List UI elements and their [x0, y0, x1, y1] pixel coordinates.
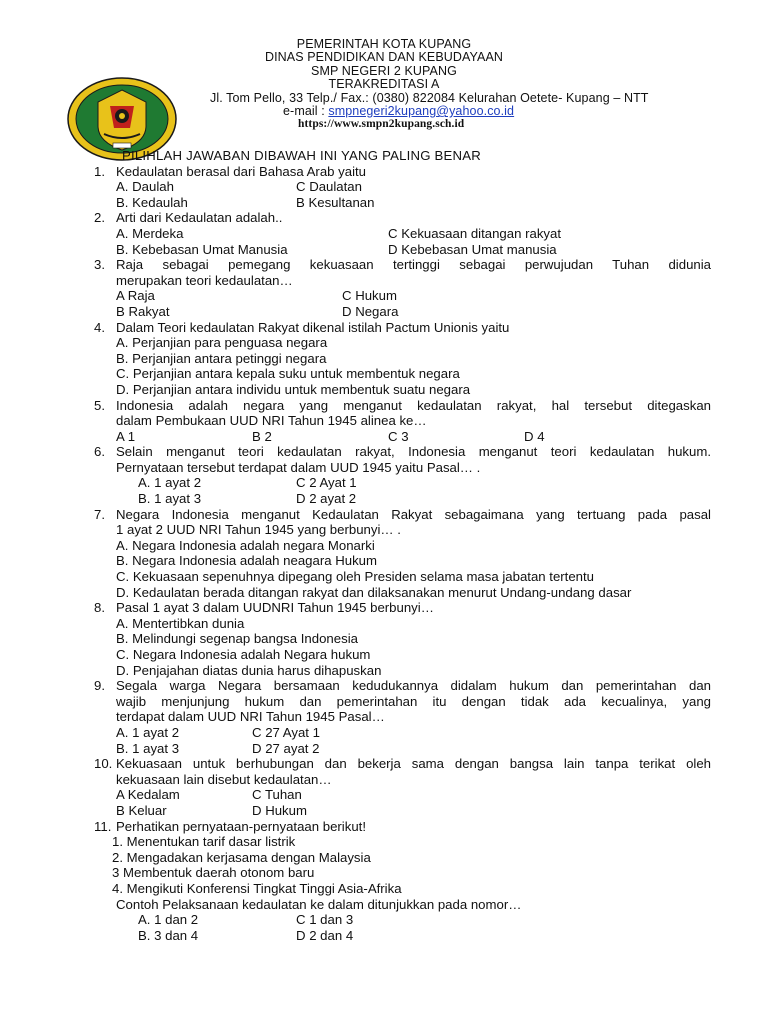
- answer-option[interactable]: D 27 ayat 2: [252, 740, 320, 756]
- answer-option[interactable]: B. Kebebasan Umat Manusia: [116, 241, 288, 257]
- answer-option[interactable]: B Keluar: [116, 802, 167, 818]
- answer-option[interactable]: C 2 Ayat 1: [296, 475, 357, 491]
- question-number: 8.: [94, 600, 105, 616]
- question-text-line: 1 ayat 2 UUD NRI Tahun 1945 yang berbunyi… .: [116, 522, 401, 538]
- answer-option[interactable]: C. Perjanjian antara kepala suku untuk membentuk negara: [116, 366, 460, 382]
- answer-option[interactable]: D Kebebasan Umat manusia: [388, 241, 557, 257]
- answer-option[interactable]: A. 1 ayat 2: [138, 475, 202, 491]
- answer-option[interactable]: D. Kedaulatan berada ditangan rakyat dan dilaksanakan menurut Undang-undang dasar: [116, 584, 632, 600]
- answer-option[interactable]: A. Perjanjian para penguasa negara: [116, 335, 328, 351]
- question-prompt: Contoh Pelaksanaan kedaulatan ke dalam ditunjukkan pada nomor…: [116, 896, 522, 912]
- question-stem: [94, 507, 711, 538]
- header-line-department: DINAS PENDIDIKAN DAN KEBUDAYAAN: [264, 50, 504, 65]
- answer-option[interactable]: A 1: [116, 428, 136, 444]
- question-text-line: kekuasaan lain disebut kedaulatan…: [116, 771, 332, 787]
- question-stem: [94, 398, 711, 429]
- question-number: 2.: [94, 210, 105, 226]
- question-10: [94, 756, 711, 818]
- question-number: 7.: [94, 506, 105, 522]
- answer-option[interactable]: D 4: [524, 428, 545, 444]
- question-stem: [94, 756, 711, 787]
- answer-option-row: [94, 725, 711, 741]
- question-number: 9.: [94, 678, 105, 694]
- answer-option[interactable]: A. Negara Indonesia adalah negara Monarki: [116, 537, 375, 553]
- question-text-line: Indonesia adalah negara yang menganut kedaulatan rakyat, hal tersebut ditegaskan: [116, 397, 711, 413]
- answer-option[interactable]: D 2 dan 4: [296, 927, 354, 943]
- answer-option-row: [94, 351, 711, 367]
- question-text-line: wajib menjunjung hukum dan pemerintahan itu dengan tidak ada kecualinya, yang: [116, 693, 711, 709]
- question-number: 10.: [94, 756, 113, 772]
- answer-option-row: [94, 304, 711, 320]
- question-text: [116, 756, 711, 787]
- question-stem: [94, 600, 711, 616]
- question-text: [116, 819, 711, 835]
- question-text-line: Selain menganut teori kedaulatan rakyat, Indonesia menganut teori kedaulatan hukum.: [116, 444, 711, 460]
- answer-option[interactable]: B. Negara Indonesia adalah neagara Hukum: [116, 553, 377, 569]
- answer-option[interactable]: C 3: [388, 428, 409, 444]
- answer-option[interactable]: A. Merdeka: [116, 225, 184, 241]
- answer-option[interactable]: C 1 dan 3: [296, 912, 354, 928]
- answer-option-row: [94, 366, 711, 382]
- question-number: 5.: [94, 397, 105, 413]
- answer-option[interactable]: D Hukum: [252, 802, 307, 818]
- answer-option-row: [94, 912, 711, 928]
- answer-option-row: [94, 616, 711, 632]
- question-text-line: Perhatikan pernyataan-pernyataan berikut!: [116, 818, 366, 834]
- answer-option[interactable]: A. Mentertibkan dunia: [116, 615, 245, 631]
- question-text: [116, 507, 711, 538]
- answer-option-row: [94, 382, 711, 398]
- answer-option[interactable]: A. 1 ayat 2: [116, 724, 180, 740]
- question-text: [116, 678, 711, 725]
- answer-option-row: [94, 663, 711, 679]
- answer-option[interactable]: C. Kekuasaan sepenuhnya dipegang oleh Presiden selama masa jabatan tertentu: [116, 569, 595, 585]
- answer-option-row: [94, 585, 711, 601]
- question-text: [116, 600, 711, 616]
- question-text: [116, 210, 711, 226]
- header-line-government: PEMERINTAH KOTA KUPANG: [296, 37, 472, 51]
- email-label: e-mail :: [283, 104, 329, 119]
- question-8: [94, 600, 711, 678]
- statement-item: 4. Mengikuti Konferensi Tingkat Tinggi Asia-Afrika: [112, 880, 402, 896]
- question-2: [94, 210, 711, 257]
- question-1: [94, 164, 711, 211]
- answer-option[interactable]: B 2: [252, 428, 272, 444]
- answer-option[interactable]: D Negara: [342, 303, 399, 319]
- answer-option[interactable]: C Tuhan: [252, 787, 302, 803]
- answer-option-row: [94, 803, 711, 819]
- answer-option-row: [94, 553, 711, 569]
- email-link[interactable]: smpnegeri2kupang@yahoo.co.id: [328, 104, 515, 119]
- question-text-line: dalam Pembukaan UUD NRI Tahun 1945 alinea ke…: [116, 413, 427, 429]
- header-line-accreditation: TERAKREDITASI A: [328, 77, 440, 92]
- answer-option-row: [94, 491, 711, 507]
- answer-option-row: [94, 569, 711, 585]
- answer-option[interactable]: B Kesultanan: [296, 194, 375, 210]
- question-text: [116, 444, 711, 475]
- answer-option[interactable]: A. Daulah: [116, 179, 174, 195]
- question-text-line: Pasal 1 ayat 3 dalam UUDNRI Tahun 1945 berbunyi…: [116, 600, 434, 616]
- question-3: [94, 257, 711, 319]
- question-9: [94, 678, 711, 756]
- answer-option[interactable]: B. 1 ayat 3: [138, 491, 202, 507]
- answer-option-row: [94, 429, 711, 445]
- question-number: 6.: [94, 444, 105, 460]
- answer-option-row: [94, 928, 711, 944]
- question-text-line: Pernyataan tersebut terdapat dalam UUD 1945 yaitu Pasal… .: [116, 459, 481, 475]
- question-number: 4.: [94, 319, 105, 335]
- question-text: [116, 257, 711, 288]
- instruction-title: PILIHLAH JAWABAN DIBAWAH INI YANG PALING BENAR: [122, 148, 481, 163]
- question-text-line: Raja sebagai pemegang kekuasaan tertinggi sebagai perwujudan Tuhan didunia: [116, 257, 711, 273]
- question-number: 11.: [94, 818, 112, 834]
- statement-item: 3 Membentuk daerah otonom baru: [112, 865, 315, 881]
- exam-questions: [94, 148, 711, 943]
- question-text-line: merupakan teori kedaulatan…: [116, 272, 293, 288]
- question-6: [94, 444, 711, 506]
- answer-option[interactable]: B. 1 ayat 3: [116, 740, 180, 756]
- answer-option[interactable]: C 27 Ayat 1: [252, 724, 320, 740]
- answer-option-row: [94, 631, 711, 647]
- answer-option-row: [94, 335, 711, 351]
- answer-option[interactable]: D. Perjanjian antara individu untuk membentuk suatu negara: [116, 381, 471, 397]
- answer-option[interactable]: D 2 ayat 2: [296, 491, 357, 507]
- question-text-line: Negara Indonesia menganut Kedaulatan Rakyat sebagaimana yang tertuang pada pasal: [116, 506, 711, 522]
- statement-item: 2. Mengadakan kerjasama dengan Malaysia: [112, 849, 371, 865]
- question-5: [94, 398, 711, 445]
- answer-option-row: [94, 475, 711, 491]
- question-stem: [94, 819, 711, 835]
- answer-option[interactable]: A Raja: [116, 288, 155, 304]
- question-number: 1.: [94, 163, 105, 179]
- answer-option[interactable]: B. 3 dan 4: [138, 927, 199, 943]
- answer-option[interactable]: C. Negara Indonesia adalah Negara hukum: [116, 647, 371, 662]
- answer-option-row: [94, 242, 711, 258]
- answer-option-row: [94, 226, 711, 242]
- answer-option[interactable]: C Hukum: [342, 288, 397, 304]
- answer-option-row: [94, 195, 711, 211]
- answer-option[interactable]: A. 1 dan 2: [138, 912, 199, 928]
- question-stem: [94, 444, 711, 475]
- answer-option[interactable]: C Daulatan: [296, 179, 362, 195]
- answer-option[interactable]: D. Penjajahan diatas dunia harus dihapuskan: [116, 662, 382, 678]
- question-text: [116, 320, 711, 336]
- header-line-school: SMP NEGERI 2 KUPANG: [311, 63, 457, 78]
- question-text-line: Kedaulatan berasal dari Bahasa Arab yaitu: [116, 163, 367, 179]
- header-website[interactable]: https://www.smpn2kupang.sch.id: [298, 118, 465, 131]
- question-4: [94, 320, 711, 398]
- question-7: [94, 507, 711, 601]
- answer-option[interactable]: B. Perjanjian antara petinggi negara: [116, 350, 327, 366]
- answer-option-row: [94, 741, 711, 757]
- question-text-line: Kekuasaan untuk berhubungan dan bekerja sama dengan bangsa lain tanpa terikat oleh: [116, 756, 711, 772]
- question-text-line: Segala warga Negara bersamaan kedudukannya didalam hukum dan pemerintahan dan: [116, 678, 711, 694]
- answer-option[interactable]: B. Melindungi segenap bangsa Indonesia: [116, 631, 358, 647]
- question-stem: [94, 678, 711, 725]
- answer-option-row: [94, 179, 711, 195]
- question-text: [116, 164, 711, 180]
- question-stem: [94, 320, 711, 336]
- question-number: 3.: [94, 257, 105, 273]
- answer-option-row: [94, 787, 711, 803]
- question-stem: [94, 257, 711, 288]
- question-stem: [94, 210, 711, 226]
- answer-option-row: [94, 647, 711, 663]
- answer-option[interactable]: B Rakyat: [116, 303, 170, 319]
- answer-option[interactable]: B. Kedaulah: [116, 194, 188, 210]
- answer-option-row: [94, 538, 711, 554]
- question-text-line: Dalam Teori kedaulatan Rakyat dikenal istilah Pactum Unionis yaitu: [116, 319, 510, 335]
- answer-option-row: [94, 288, 711, 304]
- question-text: [116, 398, 711, 429]
- question-text-line: Arti dari Kedaulatan adalah..: [116, 210, 283, 226]
- answer-option[interactable]: A Kedalam: [116, 787, 180, 803]
- answer-option[interactable]: C Kekuasaan ditangan rakyat: [388, 225, 562, 241]
- question-11: [94, 819, 711, 944]
- question-stem: [94, 164, 711, 180]
- header-address: Jl. Tom Pello, 33 Telp./ Fax.: (0380) 822084 Kelurahan Oetete- Kupang – NTT: [210, 90, 649, 105]
- question-text-line: terdapat dalam UUD NRI Tahun 1945 Pasal…: [116, 709, 385, 725]
- statement-item: 1. Menentukan tarif dasar listrik: [112, 834, 296, 850]
